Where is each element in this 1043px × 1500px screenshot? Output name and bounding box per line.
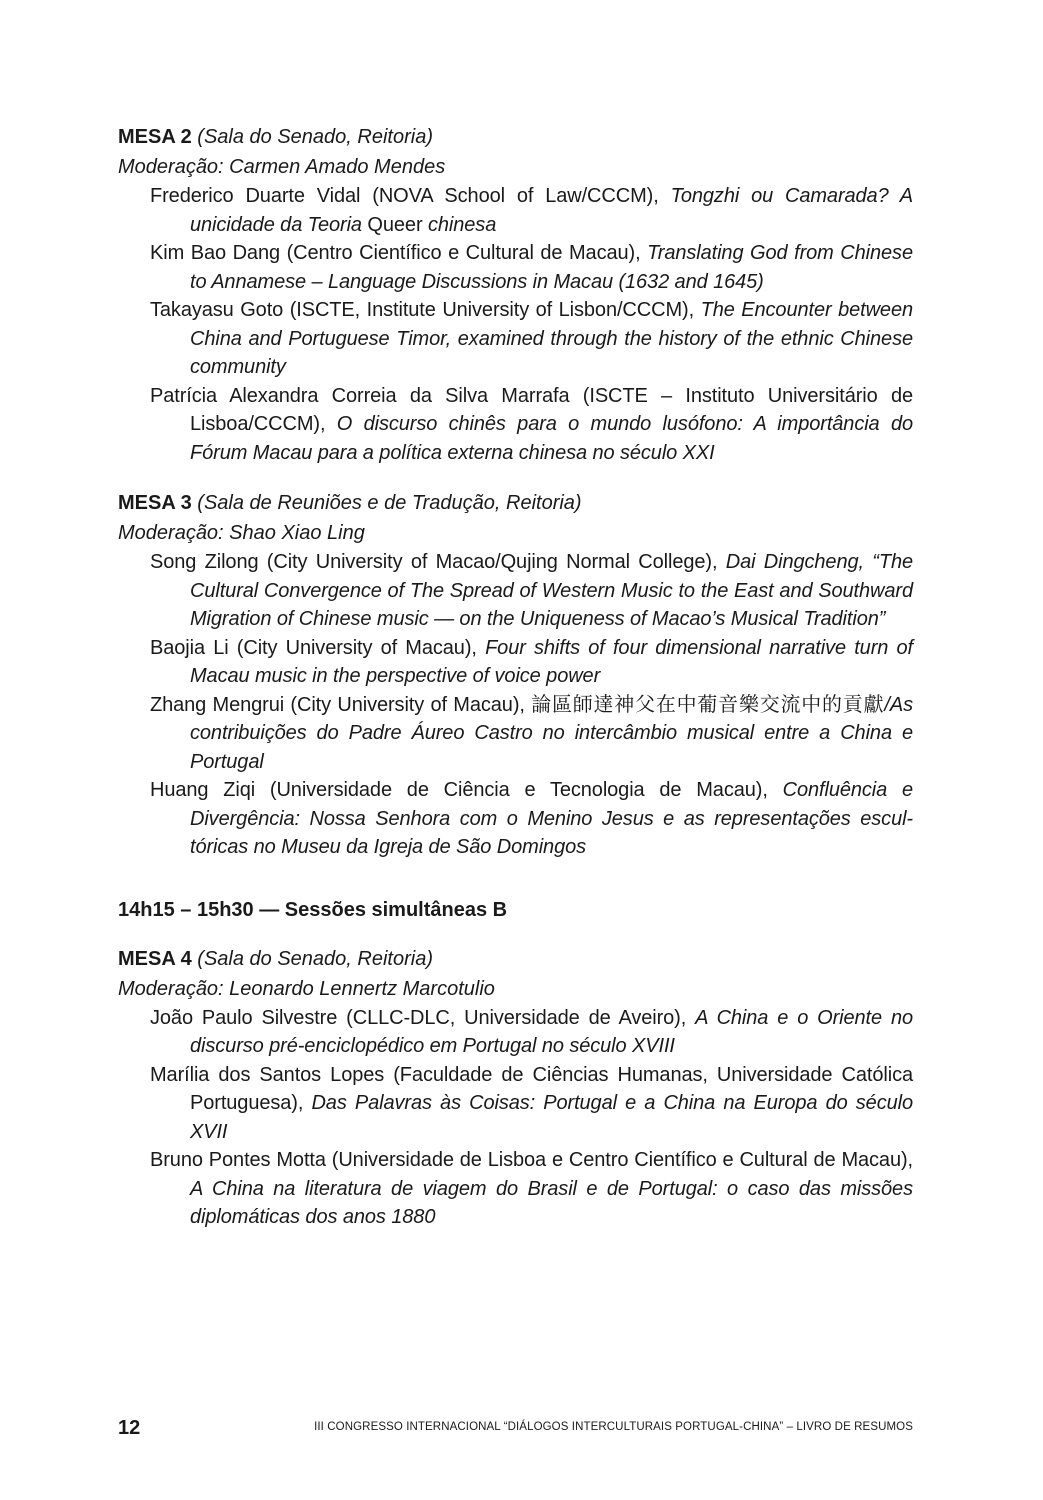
entry-author: Song Zilong (City University of Macao/Qujing Normal College), (150, 551, 718, 573)
list-item (150, 776, 913, 862)
session-heading: 14h15 – 15h30 — Sessões simultâneas B (118, 898, 508, 921)
mesa-4-section (118, 944, 913, 1232)
mesa-location: (Sala do Senado, Reitoria) (197, 126, 433, 148)
running-title: III CONGRESSO INTERNACIONAL “DIÁLOGOS INTERCULTURAIS PORTUGAL-CHINA” – LIVRO DE RESUMOS (314, 1421, 913, 1433)
mesa-location: (Sala de Reuniões e de Tradução, Reitoria) (197, 492, 582, 514)
entry-title-term: Queer (367, 213, 423, 236)
entry-author: Frederico Duarte Vidal (NOVA School of Law/CCCM), (150, 185, 659, 207)
mesa-heading (118, 944, 913, 974)
page-content (118, 122, 913, 1244)
entry-title: Dai Dingcheng, “The Cultural Convergence of The Spread of Western Music to the East and Southward Migration of Chinese music — on the Uniqueness of Macao’s Musical Tradition” (190, 551, 913, 630)
mesa-label: MESA 2 (118, 126, 192, 148)
entry-author: Takayasu Goto (ISCTE, Institute University of Lisbon/CCCM), (150, 299, 695, 321)
list-item (150, 691, 913, 777)
page-footer (118, 1415, 913, 1445)
mesa-location: (Sala do Senado, Reitoria) (197, 947, 433, 970)
entry-title: /As contribuições do Padre Áureo Castro no intercâmbio musical entre a China e Portugal (190, 693, 913, 773)
moderation: Moderação: Leonardo Lennertz Marcotulio (118, 977, 495, 1000)
entry-title-end: chinesa (427, 213, 497, 236)
entry-author: Baojia Li (City University of Macau), (150, 636, 477, 659)
list-item (150, 634, 913, 691)
entry-title-chinese: 論區師達神父在中葡音樂交流中的貢獻 (531, 693, 885, 716)
page-number: 12 (118, 1417, 141, 1439)
entry-author: Kim Bao Dang (Centro Científico e Cultural de Macau), (150, 242, 641, 264)
entry-title: The Encounter between China and Portuguese Timor, examined through the history of the ethnic Chinese community (190, 299, 913, 378)
mesa-label: MESA 4 (118, 947, 192, 970)
entry-title: A China e o Oriente no discurso pré-enciclopédico em Portugal no século XVIII (190, 1006, 913, 1057)
entry-title: Translating God from Chinese to Annamese – Language Discussions in Macau (1632 and 1645) (190, 242, 913, 293)
list-item (150, 1004, 913, 1061)
entry-title: A China na literatura de viagem do Brasil e de Portugal: o caso das missões diplomáticas dos anos 1880 (190, 1177, 913, 1228)
moderation: Moderação: Shao Xiao Ling (118, 522, 365, 544)
list-item (150, 382, 913, 468)
list-item (150, 182, 913, 239)
list-item (150, 1061, 913, 1147)
list-item (150, 1146, 913, 1232)
entry-title: Four shifts of four dimensional narrative turn of Macau music in the perspective of voice power (190, 636, 913, 687)
list-item (150, 239, 913, 296)
entry-author: Huang Ziqi (Universidade de Ciência e Tecnologia de Macau), (150, 779, 768, 801)
entry-title: O discurso chinês para o mundo lusófono: A importância do Fórum Macau para a política externa chinesa no século XXI (190, 413, 913, 464)
entry-author: Patrícia Alexandra Correia da Silva Marrafa (ISCTE – Instituto Universitário de Lisboa/CCCM), (150, 384, 913, 435)
entry-author: Bruno Pontes Motta (Universidade de Lisboa e Centro Científico e Cultural de Macau), (150, 1149, 913, 1171)
mesa-3-section (118, 488, 913, 862)
mesa-heading (118, 488, 913, 518)
mesa-label: MESA 3 (118, 492, 192, 514)
list-item (150, 296, 913, 382)
entry-title: Das Palavras às Coisas: Portugal e a China na Europa do século XVII (190, 1092, 913, 1143)
list-item (150, 548, 913, 634)
entry-title: Tongzhi ou Camarada? A unicidade da Teoria (190, 185, 913, 236)
entry-author: João Paulo Silvestre (CLLC-DLC, Universidade de Aveiro), (150, 1006, 687, 1029)
entry-author: Zhang Mengrui (City University of Macau), (150, 693, 525, 716)
mesa-heading (118, 122, 913, 152)
mesa-2-section (118, 122, 913, 467)
entry-title: Confluência e Divergência: Nossa Senhora com o Menino Jesus e as representações escul-tóricas no Museu da Igreja de São Domingos (190, 779, 913, 858)
entry-author: Marília dos Santos Lopes (Faculdade de Ciências Humanas, Universidade Católica Portuguesa), (150, 1063, 913, 1114)
moderation: Moderação: Carmen Amado Mendes (118, 156, 446, 178)
